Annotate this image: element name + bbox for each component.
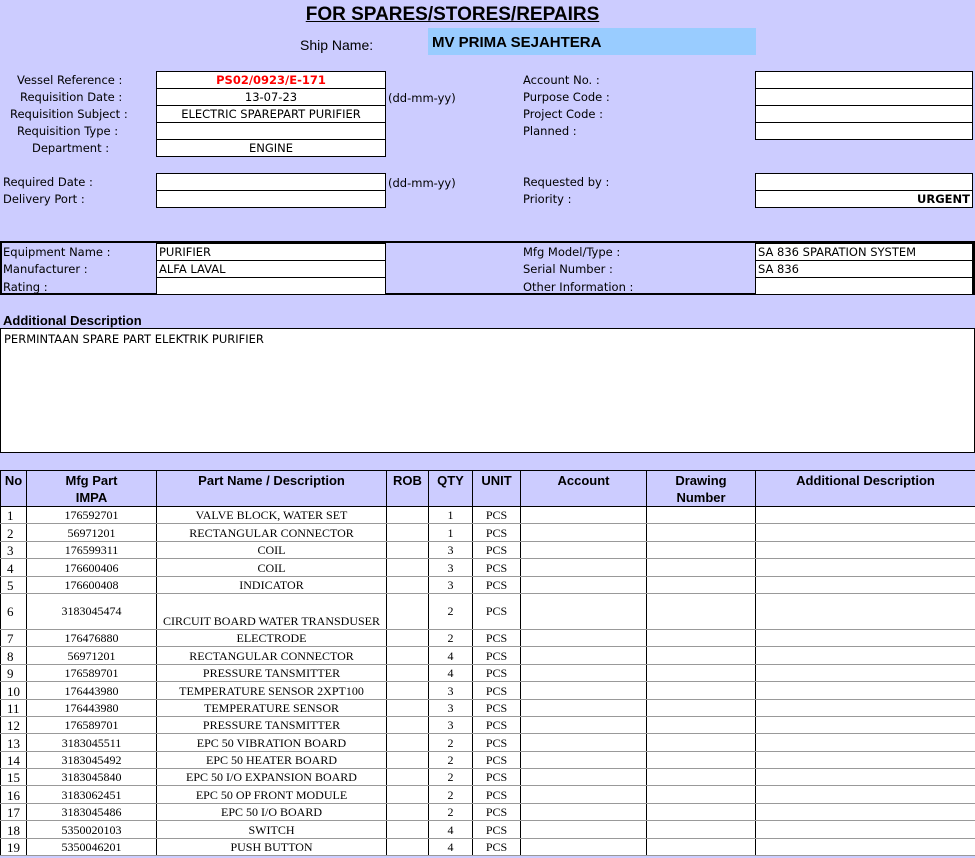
cell-rob[interactable]	[387, 629, 429, 646]
table-row[interactable]	[1, 751, 975, 768]
cell-qty[interactable]: 3	[429, 716, 473, 733]
cell-part-name[interactable]: EPC 50 I/O BOARD	[157, 803, 387, 820]
cell-qty[interactable]: 2	[429, 803, 473, 820]
cell-no[interactable]: 10	[1, 682, 27, 699]
cell-mfg-part[interactable]: 176592701	[27, 507, 157, 524]
cell-account[interactable]	[521, 559, 647, 576]
req-date-label: Requisition Date :	[20, 90, 123, 104]
required-date-field[interactable]	[156, 173, 386, 191]
cell-additional-description[interactable]	[756, 734, 975, 751]
cell-drawing-number[interactable]	[647, 647, 756, 664]
cell-mfg-part[interactable]: 3183045474	[27, 593, 157, 629]
required-date-label: Required Date :	[3, 175, 93, 189]
cell-drawing-number[interactable]	[647, 576, 756, 593]
table-row[interactable]	[1, 629, 975, 646]
cell-no[interactable]: 13	[1, 734, 27, 751]
col-drawing	[647, 471, 756, 507]
req-type-label: Requisition Type :	[17, 124, 119, 138]
cell-account[interactable]	[521, 647, 647, 664]
cell-additional-description[interactable]	[756, 507, 975, 524]
cell-part-name[interactable]: COIL	[157, 541, 387, 558]
cell-mfg-part[interactable]: 5350046201	[27, 838, 157, 855]
account-no-field[interactable]	[755, 71, 973, 89]
cell-unit[interactable]: PCS	[473, 559, 521, 576]
cell-unit[interactable]: PCS	[473, 507, 521, 524]
date-format-hint-2: (dd-mm-yy)	[388, 176, 456, 190]
cell-unit[interactable]: PCS	[473, 629, 521, 646]
table-row[interactable]	[1, 769, 975, 786]
table-row[interactable]	[1, 699, 975, 716]
priority-field[interactable]: URGENT	[755, 190, 973, 208]
cell-no[interactable]: 6	[1, 593, 27, 629]
cell-mfg-part[interactable]: 3183062451	[27, 786, 157, 803]
page-title: FOR SPARES/STORES/REPAIRS	[305, 4, 600, 25]
cell-part-name[interactable]: TEMPERATURE SENSOR 2XPT100	[157, 682, 387, 699]
cell-qty[interactable]: 2	[429, 629, 473, 646]
cell-unit[interactable]: PCS	[473, 647, 521, 664]
table-row[interactable]	[1, 559, 975, 576]
mfg-model-label: Mfg Model/Type :	[523, 245, 621, 259]
cell-qty[interactable]: 4	[429, 664, 473, 681]
date-format-hint: (dd-mm-yy)	[388, 91, 456, 105]
cell-account[interactable]	[521, 734, 647, 751]
cell-drawing-number[interactable]	[647, 541, 756, 558]
cell-mfg-part[interactable]: 176600408	[27, 576, 157, 593]
cell-drawing-number[interactable]	[647, 682, 756, 699]
project-code-label: Project Code :	[523, 107, 603, 121]
cell-account[interactable]	[521, 838, 647, 855]
req-date-field[interactable]: 13-07-23	[156, 88, 386, 106]
cell-part-name[interactable]: TEMPERATURE SENSOR	[157, 699, 387, 716]
cell-part-name[interactable]: ELECTRODE	[157, 629, 387, 646]
cell-mfg-part[interactable]: 176443980	[27, 682, 157, 699]
cell-no[interactable]: 3	[1, 541, 27, 558]
cell-mfg-part[interactable]: 176589701	[27, 716, 157, 733]
cell-no[interactable]: 7	[1, 629, 27, 646]
cell-account[interactable]	[521, 821, 647, 838]
cell-part-name[interactable]: PUSH BUTTON	[157, 838, 387, 855]
cell-part-name[interactable]: SWITCH	[157, 821, 387, 838]
vessel-ref-field[interactable]: PS02/0923/E-171	[156, 71, 386, 89]
cell-rob[interactable]	[387, 803, 429, 820]
equipment-name-field[interactable]: PURIFIER	[156, 243, 386, 261]
cell-additional-description[interactable]	[756, 576, 975, 593]
cell-no[interactable]: 14	[1, 751, 27, 768]
cell-unit[interactable]: PCS	[473, 664, 521, 681]
department-label: Department :	[32, 141, 110, 155]
cell-no[interactable]: 5	[1, 576, 27, 593]
cell-part-name[interactable]: COIL	[157, 559, 387, 576]
cell-part-name[interactable]: EPC 50 HEATER BOARD	[157, 751, 387, 768]
cell-drawing-number[interactable]	[647, 734, 756, 751]
table-row[interactable]	[1, 838, 975, 855]
cell-no[interactable]: 12	[1, 716, 27, 733]
req-subject-label: Requisition Subject :	[10, 107, 128, 121]
rating-field[interactable]	[156, 277, 386, 295]
cell-drawing-number[interactable]	[647, 716, 756, 733]
cell-mfg-part[interactable]: 176443980	[27, 699, 157, 716]
cell-drawing-number[interactable]	[647, 786, 756, 803]
cell-rob[interactable]	[387, 507, 429, 524]
cell-rob[interactable]	[387, 821, 429, 838]
cell-rob[interactable]	[387, 751, 429, 768]
items-table	[0, 470, 975, 856]
cell-unit[interactable]: PCS	[473, 716, 521, 733]
cell-rob[interactable]	[387, 716, 429, 733]
cell-no[interactable]: 1	[1, 507, 27, 524]
table-row[interactable]	[1, 821, 975, 838]
cell-rob[interactable]	[387, 769, 429, 786]
cell-part-name[interactable]: VALVE BLOCK, WATER SET	[157, 507, 387, 524]
cell-unit[interactable]: PCS	[473, 751, 521, 768]
cell-no[interactable]: 19	[1, 838, 27, 855]
table-row[interactable]	[1, 647, 975, 664]
department-field[interactable]: ENGINE	[156, 139, 386, 157]
col-additional-description: Additional Description	[756, 471, 975, 507]
requested-by-label: Requested by :	[523, 175, 610, 189]
cell-mfg-part[interactable]: 3183045486	[27, 803, 157, 820]
col-mfg-part-line1: Mfg Part	[65, 473, 118, 488]
cell-no[interactable]: 8	[1, 647, 27, 664]
purpose-code-label: Purpose Code :	[523, 90, 610, 104]
ship-name-field[interactable]: MV PRIMA SEJAHTERA	[428, 28, 756, 55]
col-no: No	[1, 471, 27, 507]
mfg-model-field[interactable]: SA 836 SPARATION SYSTEM	[755, 243, 973, 261]
cell-unit[interactable]: PCS	[473, 734, 521, 751]
cell-qty[interactable]: 1	[429, 507, 473, 524]
cell-rob[interactable]	[387, 593, 429, 629]
cell-part-name[interactable]: PRESSURE TANSMITTER	[157, 716, 387, 733]
cell-additional-description[interactable]	[756, 559, 975, 576]
cell-additional-description[interactable]	[756, 769, 975, 786]
table-row[interactable]	[1, 716, 975, 733]
cell-mfg-part[interactable]: 56971201	[27, 647, 157, 664]
cell-qty[interactable]: 3	[429, 559, 473, 576]
cell-mfg-part[interactable]: 3183045492	[27, 751, 157, 768]
serial-number-label: Serial Number :	[523, 262, 613, 276]
cell-account[interactable]	[521, 786, 647, 803]
additional-description-field[interactable]: PERMINTAAN SPARE PART ELEKTRIK PURIFIER	[0, 328, 975, 453]
table-header-row	[1, 471, 975, 507]
cell-rob[interactable]	[387, 647, 429, 664]
cell-rob[interactable]	[387, 541, 429, 558]
cell-qty[interactable]: 2	[429, 786, 473, 803]
cell-part-name[interactable]: EPC 50 VIBRATION BOARD	[157, 734, 387, 751]
table-row[interactable]	[1, 664, 975, 681]
table-row[interactable]	[1, 734, 975, 751]
cell-additional-description[interactable]	[756, 821, 975, 838]
cell-account[interactable]	[521, 769, 647, 786]
cell-unit[interactable]: PCS	[473, 576, 521, 593]
cell-rob[interactable]	[387, 576, 429, 593]
col-drawing-line1: Drawing	[675, 473, 727, 488]
table-row[interactable]	[1, 803, 975, 820]
cell-account[interactable]	[521, 507, 647, 524]
cell-unit[interactable]: PCS	[473, 682, 521, 699]
cell-qty[interactable]: 3	[429, 699, 473, 716]
col-unit: UNIT	[473, 471, 521, 507]
cell-additional-description[interactable]	[756, 699, 975, 716]
cell-part-name[interactable]: EPC 50 I/O EXPANSION BOARD	[157, 769, 387, 786]
vessel-ref-label: Vessel Reference :	[17, 73, 123, 87]
cell-additional-description[interactable]	[756, 541, 975, 558]
cell-part-name[interactable]: CIRCUIT BOARD WATER TRANSDUSER	[157, 593, 387, 629]
table-row[interactable]	[1, 541, 975, 558]
cell-mfg-part[interactable]: 3183045840	[27, 769, 157, 786]
cell-part-name[interactable]: RECTANGULAR CONNECTOR	[157, 647, 387, 664]
manufacturer-field[interactable]: ALFA LAVAL	[156, 260, 386, 278]
cell-unit[interactable]: PCS	[473, 524, 521, 541]
cell-no[interactable]: 18	[1, 821, 27, 838]
cell-mfg-part[interactable]: 56971201	[27, 524, 157, 541]
cell-unit[interactable]: PCS	[473, 541, 521, 558]
cell-mfg-part[interactable]: 5350020103	[27, 821, 157, 838]
cell-additional-description[interactable]	[756, 524, 975, 541]
cell-drawing-number[interactable]	[647, 821, 756, 838]
account-no-label: Account No. :	[523, 73, 600, 87]
cell-drawing-number[interactable]	[647, 751, 756, 768]
cell-drawing-number[interactable]	[647, 664, 756, 681]
cell-qty[interactable]: 3	[429, 576, 473, 593]
cell-drawing-number[interactable]	[647, 803, 756, 820]
cell-qty[interactable]: 4	[429, 647, 473, 664]
rating-label: Rating :	[3, 280, 48, 294]
cell-drawing-number[interactable]	[647, 769, 756, 786]
purpose-code-field[interactable]	[755, 88, 973, 106]
cell-additional-description[interactable]	[756, 838, 975, 855]
serial-number-field[interactable]: SA 836	[755, 260, 973, 278]
col-drawing-line2: Number	[676, 490, 726, 505]
cell-no[interactable]: 9	[1, 664, 27, 681]
other-info-label: Other Information :	[523, 280, 634, 294]
cell-drawing-number[interactable]	[647, 699, 756, 716]
col-mfg-part	[27, 471, 157, 507]
col-mfg-part-line2: IMPA	[75, 490, 108, 505]
cell-account[interactable]	[521, 629, 647, 646]
cell-rob[interactable]	[387, 734, 429, 751]
cell-drawing-number[interactable]	[647, 629, 756, 646]
cell-mfg-part[interactable]: 176476880	[27, 629, 157, 646]
cell-account[interactable]	[521, 751, 647, 768]
cell-account[interactable]	[521, 541, 647, 558]
col-account: Account	[521, 471, 647, 507]
cell-part-name[interactable]: RECTANGULAR CONNECTOR	[157, 524, 387, 541]
cell-rob[interactable]	[387, 699, 429, 716]
requested-by-field[interactable]	[755, 173, 973, 191]
cell-qty[interactable]: 3	[429, 682, 473, 699]
cell-rob[interactable]	[387, 838, 429, 855]
cell-account[interactable]	[521, 593, 647, 629]
cell-qty[interactable]: 2	[429, 734, 473, 751]
cell-mfg-part[interactable]: 176600406	[27, 559, 157, 576]
cell-mfg-part[interactable]: 3183045511	[27, 734, 157, 751]
cell-account[interactable]	[521, 576, 647, 593]
cell-additional-description[interactable]	[756, 682, 975, 699]
cell-rob[interactable]	[387, 664, 429, 681]
cell-unit[interactable]: PCS	[473, 838, 521, 855]
delivery-port-label: Delivery Port :	[3, 192, 85, 206]
cell-unit[interactable]: PCS	[473, 803, 521, 820]
cell-qty[interactable]: 2	[429, 593, 473, 629]
manufacturer-label: Manufacturer :	[3, 262, 88, 276]
planned-field[interactable]	[755, 122, 973, 140]
cell-no[interactable]: 15	[1, 769, 27, 786]
cell-no[interactable]: 4	[1, 559, 27, 576]
table-row[interactable]	[1, 682, 975, 699]
cell-rob[interactable]	[387, 682, 429, 699]
table-row[interactable]	[1, 524, 975, 541]
cell-no[interactable]: 11	[1, 699, 27, 716]
cell-unit[interactable]: PCS	[473, 699, 521, 716]
cell-qty[interactable]: 2	[429, 751, 473, 768]
cell-mfg-part[interactable]: 176599311	[27, 541, 157, 558]
cell-part-name[interactable]: PRESSURE TANSMITTER	[157, 664, 387, 681]
cell-unit[interactable]: PCS	[473, 821, 521, 838]
cell-unit[interactable]: PCS	[473, 769, 521, 786]
additional-description-label: Additional Description	[3, 313, 142, 328]
cell-additional-description[interactable]	[756, 716, 975, 733]
cell-rob[interactable]	[387, 559, 429, 576]
cell-account[interactable]	[521, 699, 647, 716]
cell-qty[interactable]: 4	[429, 838, 473, 855]
cell-account[interactable]	[521, 664, 647, 681]
equipment-name-label: Equipment Name :	[3, 245, 111, 259]
cell-additional-description[interactable]	[756, 593, 975, 629]
cell-part-name[interactable]: INDICATOR	[157, 576, 387, 593]
ship-name-label: Ship Name:	[300, 37, 374, 53]
table-row[interactable]	[1, 576, 975, 593]
cell-drawing-number[interactable]	[647, 524, 756, 541]
cell-additional-description[interactable]	[756, 647, 975, 664]
cell-unit[interactable]: PCS	[473, 786, 521, 803]
table-row[interactable]	[1, 786, 975, 803]
cell-account[interactable]	[521, 803, 647, 820]
col-part-name: Part Name / Description	[157, 471, 387, 507]
cell-account[interactable]	[521, 682, 647, 699]
cell-drawing-number[interactable]	[647, 838, 756, 855]
cell-rob[interactable]	[387, 786, 429, 803]
priority-label: Priority :	[523, 192, 572, 206]
delivery-port-field[interactable]	[156, 190, 386, 208]
cell-qty[interactable]: 4	[429, 821, 473, 838]
cell-rob[interactable]	[387, 524, 429, 541]
table-row[interactable]	[1, 507, 975, 524]
cell-drawing-number[interactable]	[647, 593, 756, 629]
cell-account[interactable]	[521, 716, 647, 733]
planned-label: Planned :	[523, 124, 577, 138]
cell-no[interactable]: 2	[1, 524, 27, 541]
cell-additional-description[interactable]	[756, 786, 975, 803]
cell-qty[interactable]: 3	[429, 541, 473, 558]
col-qty: QTY	[429, 471, 473, 507]
req-subject-field[interactable]: ELECTRIC SPAREPART PURIFIER	[156, 105, 386, 123]
cell-additional-description[interactable]	[756, 803, 975, 820]
cell-unit[interactable]: PCS	[473, 593, 521, 629]
cell-additional-description[interactable]	[756, 629, 975, 646]
cell-mfg-part[interactable]: 176589701	[27, 664, 157, 681]
req-type-field[interactable]	[156, 122, 386, 140]
cell-part-name[interactable]: EPC 50 OP FRONT MODULE	[157, 786, 387, 803]
cell-qty[interactable]: 1	[429, 524, 473, 541]
cell-additional-description[interactable]	[756, 751, 975, 768]
cell-account[interactable]	[521, 524, 647, 541]
other-info-field[interactable]	[755, 277, 973, 295]
col-rob: ROB	[387, 471, 429, 507]
table-row[interactable]	[1, 593, 975, 629]
cell-qty[interactable]: 2	[429, 769, 473, 786]
cell-drawing-number[interactable]	[647, 507, 756, 524]
cell-no[interactable]: 17	[1, 803, 27, 820]
project-code-field[interactable]	[755, 105, 973, 123]
cell-no[interactable]: 16	[1, 786, 27, 803]
cell-drawing-number[interactable]	[647, 559, 756, 576]
cell-additional-description[interactable]	[756, 664, 975, 681]
